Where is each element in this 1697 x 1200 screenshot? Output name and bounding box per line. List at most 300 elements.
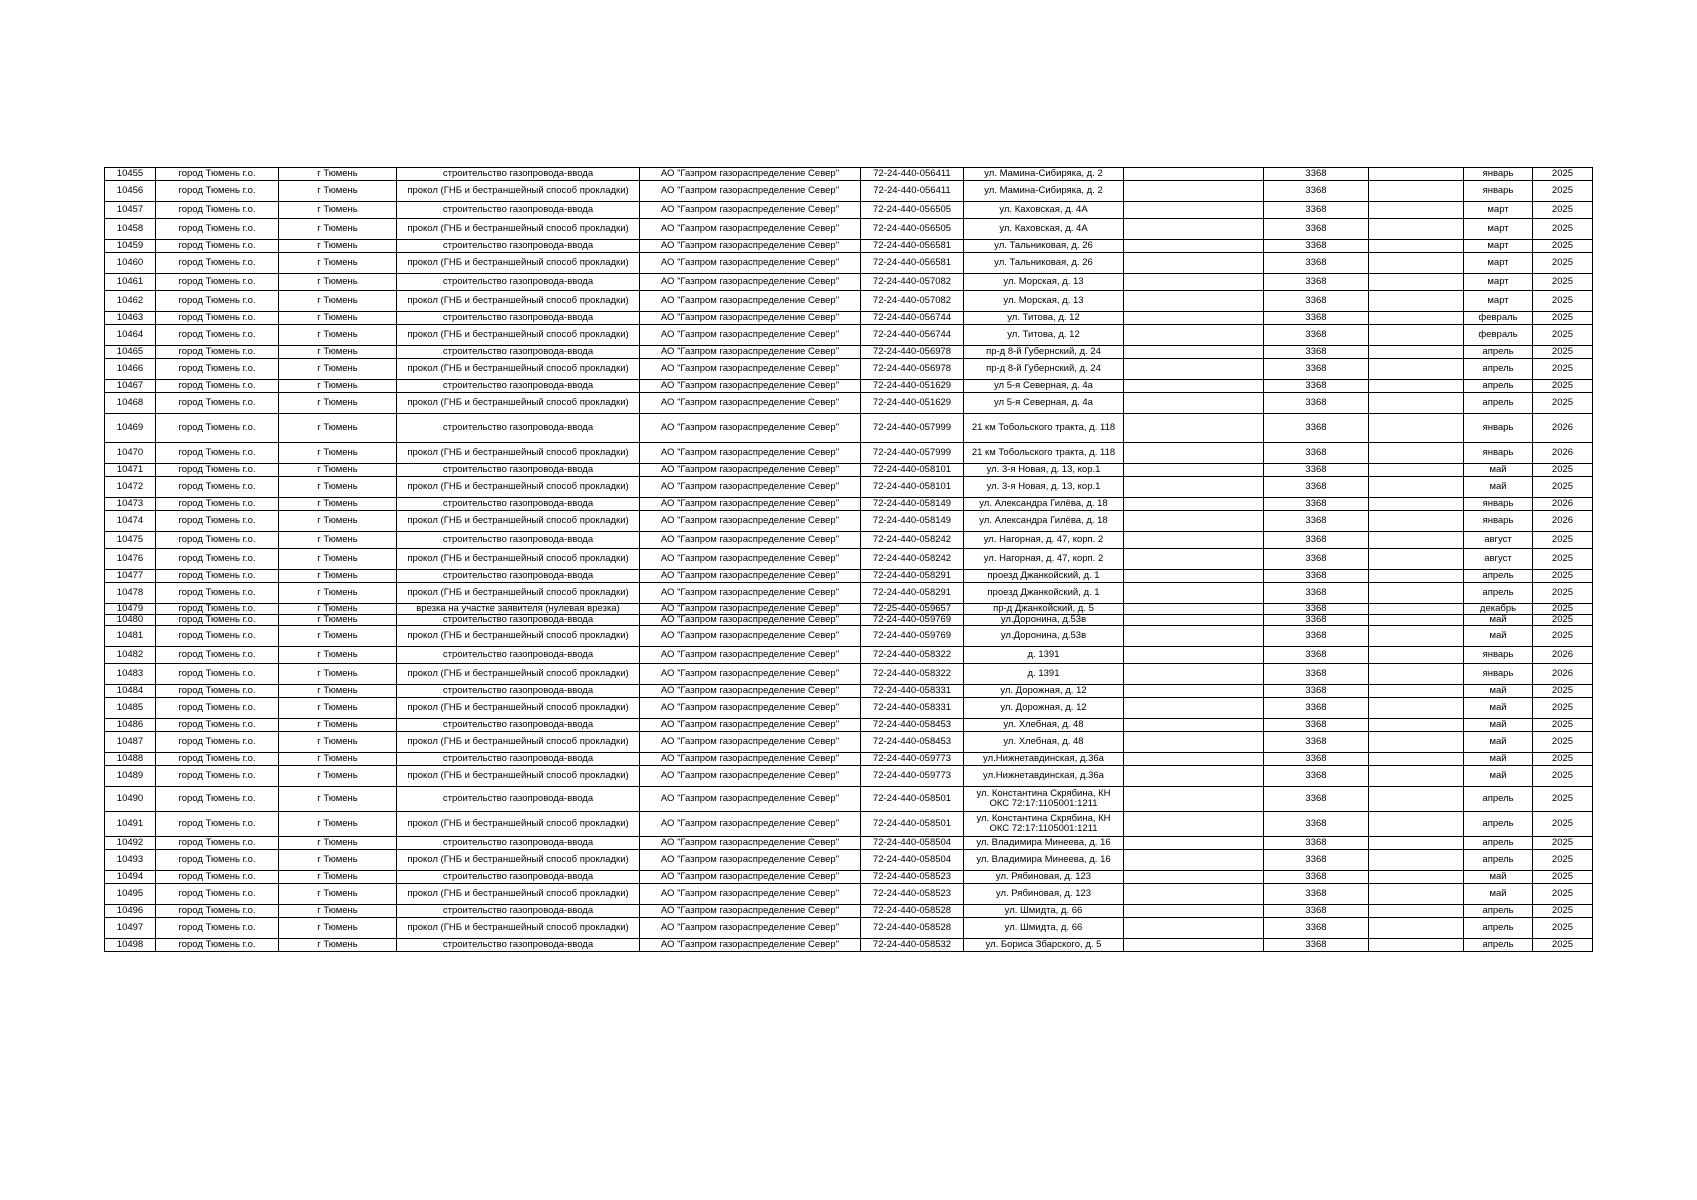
cell-request-number: 72-24-440-058242 bbox=[861, 532, 964, 549]
cell-organization: АО "Газпром газораспределение Север" bbox=[640, 253, 861, 274]
cell-address: ул. Нагорная, д. 47, корп. 2 bbox=[964, 549, 1124, 570]
cell-settlement: г Тюмень bbox=[279, 219, 397, 240]
cell-month: апрель bbox=[1464, 905, 1533, 918]
cell-row-number: 10484 bbox=[105, 685, 156, 698]
cell-organization: АО "Газпром газораспределение Север" bbox=[640, 766, 861, 787]
cell-municipality: город Тюмень г.о. bbox=[156, 202, 279, 219]
cell-address: ул.Нижнетавдинская, д.36а bbox=[964, 753, 1124, 766]
cell-code: 3368 bbox=[1264, 274, 1369, 291]
cell-request-number: 72-24-440-058453 bbox=[861, 732, 964, 753]
cell-year: 2025 bbox=[1533, 837, 1593, 850]
cell-month: январь bbox=[1464, 664, 1533, 685]
cell-work-type: строительство газопровода-ввода bbox=[397, 871, 640, 884]
cell-month: январь bbox=[1464, 443, 1533, 464]
cell-year: 2025 bbox=[1533, 685, 1593, 698]
cell-blank-1 bbox=[1124, 685, 1264, 698]
cell-organization: АО "Газпром газораспределение Север" bbox=[640, 871, 861, 884]
cell-work-type: прокол (ГНБ и бестраншейный способ прокладки) bbox=[397, 583, 640, 604]
cell-month: март bbox=[1464, 274, 1533, 291]
cell-settlement: г Тюмень bbox=[279, 498, 397, 511]
cell-address: ул. Шмидта, д. 66 bbox=[964, 905, 1124, 918]
cell-settlement: г Тюмень bbox=[279, 414, 397, 443]
cell-blank-2 bbox=[1369, 477, 1464, 498]
cell-work-type: строительство газопровода-ввода bbox=[397, 312, 640, 325]
cell-blank-1 bbox=[1124, 884, 1264, 905]
cell-request-number: 72-24-440-058331 bbox=[861, 685, 964, 698]
cell-settlement: г Тюмень bbox=[279, 583, 397, 604]
cell-work-type: строительство газопровода-ввода bbox=[397, 202, 640, 219]
cell-work-type: прокол (ГНБ и бестраншейный способ прокладки) bbox=[397, 511, 640, 532]
cell-code: 3368 bbox=[1264, 202, 1369, 219]
cell-municipality: город Тюмень г.о. bbox=[156, 787, 279, 812]
cell-month: апрель bbox=[1464, 787, 1533, 812]
cell-year: 2025 bbox=[1533, 464, 1593, 477]
cell-municipality: город Тюмень г.о. bbox=[156, 647, 279, 664]
cell-blank-2 bbox=[1369, 812, 1464, 837]
cell-settlement: г Тюмень bbox=[279, 905, 397, 918]
cell-request-number: 72-24-440-058501 bbox=[861, 787, 964, 812]
cell-year: 2025 bbox=[1533, 812, 1593, 837]
cell-blank-1 bbox=[1124, 918, 1264, 939]
cell-year: 2025 bbox=[1533, 787, 1593, 812]
cell-municipality: город Тюмень г.о. bbox=[156, 443, 279, 464]
cell-work-type: прокол (ГНБ и бестраншейный способ прокладки) bbox=[397, 918, 640, 939]
cell-blank-2 bbox=[1369, 498, 1464, 511]
cell-row-number: 10485 bbox=[105, 698, 156, 719]
cell-code: 3368 bbox=[1264, 240, 1369, 253]
cell-address: проезд Джанкойский, д. 1 bbox=[964, 570, 1124, 583]
cell-row-number: 10491 bbox=[105, 812, 156, 837]
cell-month: март bbox=[1464, 291, 1533, 312]
table-row bbox=[105, 615, 1593, 626]
cell-address: ул.Доронина, д.53в bbox=[964, 626, 1124, 647]
cell-request-number: 72-24-440-057999 bbox=[861, 443, 964, 464]
cell-municipality: город Тюмень г.о. bbox=[156, 837, 279, 850]
cell-month: март bbox=[1464, 202, 1533, 219]
cell-work-type: строительство газопровода-ввода bbox=[397, 615, 640, 626]
cell-address: ул. Шмидта, д. 66 bbox=[964, 918, 1124, 939]
cell-blank-2 bbox=[1369, 274, 1464, 291]
cell-row-number: 10496 bbox=[105, 905, 156, 918]
cell-code: 3368 bbox=[1264, 647, 1369, 664]
cell-address: ул. Константина Скрябина, КН ОКС 72:17:1105001:1211 bbox=[964, 812, 1124, 837]
cell-work-type: прокол (ГНБ и бестраншейный способ прокладки) bbox=[397, 477, 640, 498]
cell-row-number: 10492 bbox=[105, 837, 156, 850]
cell-work-type: строительство газопровода-ввода bbox=[397, 168, 640, 181]
cell-organization: АО "Газпром газораспределение Север" bbox=[640, 570, 861, 583]
cell-settlement: г Тюмень bbox=[279, 312, 397, 325]
cell-code: 3368 bbox=[1264, 181, 1369, 202]
cell-municipality: город Тюмень г.о. bbox=[156, 812, 279, 837]
cell-organization: АО "Газпром газораспределение Север" bbox=[640, 291, 861, 312]
cell-row-number: 10478 bbox=[105, 583, 156, 604]
cell-work-type: врезка на участке заявителя (нулевая врезка) bbox=[397, 604, 640, 615]
cell-row-number: 10470 bbox=[105, 443, 156, 464]
cell-work-type: строительство газопровода-ввода bbox=[397, 837, 640, 850]
cell-blank-2 bbox=[1369, 414, 1464, 443]
cell-year: 2025 bbox=[1533, 291, 1593, 312]
cell-year: 2025 bbox=[1533, 871, 1593, 884]
cell-municipality: город Тюмень г.о. bbox=[156, 380, 279, 393]
table-row bbox=[105, 325, 1593, 346]
cell-municipality: город Тюмень г.о. bbox=[156, 604, 279, 615]
cell-month: май bbox=[1464, 766, 1533, 787]
table-row bbox=[105, 274, 1593, 291]
cell-year: 2025 bbox=[1533, 202, 1593, 219]
cell-address: ул. Владимира Минеева, д. 16 bbox=[964, 850, 1124, 871]
cell-code: 3368 bbox=[1264, 766, 1369, 787]
cell-organization: АО "Газпром газораспределение Север" bbox=[640, 685, 861, 698]
cell-request-number: 72-24-440-056505 bbox=[861, 219, 964, 240]
cell-year: 2025 bbox=[1533, 274, 1593, 291]
cell-row-number: 10477 bbox=[105, 570, 156, 583]
cell-address: ул. Каховская, д. 4А bbox=[964, 202, 1124, 219]
cell-organization: АО "Газпром газораспределение Север" bbox=[640, 274, 861, 291]
cell-work-type: прокол (ГНБ и бестраншейный способ прокладки) bbox=[397, 664, 640, 685]
cell-row-number: 10457 bbox=[105, 202, 156, 219]
cell-request-number: 72-24-440-058504 bbox=[861, 837, 964, 850]
cell-blank-2 bbox=[1369, 511, 1464, 532]
cell-blank-2 bbox=[1369, 549, 1464, 570]
cell-blank-2 bbox=[1369, 871, 1464, 884]
cell-month: декабрь bbox=[1464, 604, 1533, 615]
cell-blank-2 bbox=[1369, 939, 1464, 952]
table-row bbox=[105, 570, 1593, 583]
cell-row-number: 10458 bbox=[105, 219, 156, 240]
cell-settlement: г Тюмень bbox=[279, 918, 397, 939]
cell-request-number: 72-24-440-056744 bbox=[861, 312, 964, 325]
cell-request-number: 72-24-440-058504 bbox=[861, 850, 964, 871]
cell-code: 3368 bbox=[1264, 753, 1369, 766]
cell-work-type: строительство газопровода-ввода bbox=[397, 685, 640, 698]
cell-work-type: строительство газопровода-ввода bbox=[397, 380, 640, 393]
cell-settlement: г Тюмень bbox=[279, 549, 397, 570]
table-row bbox=[105, 443, 1593, 464]
cell-request-number: 72-24-440-058532 bbox=[861, 939, 964, 952]
cell-code: 3368 bbox=[1264, 604, 1369, 615]
cell-settlement: г Тюмень bbox=[279, 532, 397, 549]
cell-code: 3368 bbox=[1264, 939, 1369, 952]
cell-year: 2025 bbox=[1533, 477, 1593, 498]
cell-blank-1 bbox=[1124, 604, 1264, 615]
cell-code: 3368 bbox=[1264, 698, 1369, 719]
cell-code: 3368 bbox=[1264, 380, 1369, 393]
cell-address: ул. Константина Скрябина, КН ОКС 72:17:1105001:1211 bbox=[964, 787, 1124, 812]
cell-address: пр-д Джанкойский, д. 5 bbox=[964, 604, 1124, 615]
cell-year: 2025 bbox=[1533, 753, 1593, 766]
cell-settlement: г Тюмень bbox=[279, 359, 397, 380]
cell-organization: АО "Газпром газораспределение Север" bbox=[640, 346, 861, 359]
cell-blank-2 bbox=[1369, 787, 1464, 812]
cell-organization: АО "Газпром газораспределение Север" bbox=[640, 477, 861, 498]
cell-blank-1 bbox=[1124, 511, 1264, 532]
cell-blank-1 bbox=[1124, 181, 1264, 202]
cell-organization: АО "Газпром газораспределение Север" bbox=[640, 753, 861, 766]
cell-blank-1 bbox=[1124, 325, 1264, 346]
cell-work-type: прокол (ГНБ и бестраншейный способ прокладки) bbox=[397, 325, 640, 346]
cell-organization: АО "Газпром газораспределение Север" bbox=[640, 464, 861, 477]
cell-blank-1 bbox=[1124, 359, 1264, 380]
cell-year: 2025 bbox=[1533, 359, 1593, 380]
cell-month: март bbox=[1464, 240, 1533, 253]
cell-row-number: 10489 bbox=[105, 766, 156, 787]
cell-settlement: г Тюмень bbox=[279, 604, 397, 615]
cell-address: ул. Морская, д. 13 bbox=[964, 291, 1124, 312]
cell-code: 3368 bbox=[1264, 732, 1369, 753]
cell-blank-2 bbox=[1369, 325, 1464, 346]
cell-blank-2 bbox=[1369, 719, 1464, 732]
cell-address: ул.Доронина, д.53в bbox=[964, 615, 1124, 626]
cell-organization: АО "Газпром газораспределение Север" bbox=[640, 181, 861, 202]
cell-address: ул. Титова, д. 12 bbox=[964, 312, 1124, 325]
cell-work-type: строительство газопровода-ввода bbox=[397, 570, 640, 583]
cell-organization: АО "Газпром газораспределение Север" bbox=[640, 498, 861, 511]
table-row bbox=[105, 837, 1593, 850]
cell-settlement: г Тюмень bbox=[279, 884, 397, 905]
table-row bbox=[105, 647, 1593, 664]
cell-work-type: строительство газопровода-ввода bbox=[397, 414, 640, 443]
cell-code: 3368 bbox=[1264, 837, 1369, 850]
cell-organization: АО "Газпром газораспределение Север" bbox=[640, 850, 861, 871]
cell-code: 3368 bbox=[1264, 615, 1369, 626]
cell-row-number: 10455 bbox=[105, 168, 156, 181]
cell-code: 3368 bbox=[1264, 464, 1369, 477]
cell-settlement: г Тюмень bbox=[279, 240, 397, 253]
cell-blank-2 bbox=[1369, 464, 1464, 477]
table-row bbox=[105, 753, 1593, 766]
cell-row-number: 10467 bbox=[105, 380, 156, 393]
cell-code: 3368 bbox=[1264, 871, 1369, 884]
cell-code: 3368 bbox=[1264, 443, 1369, 464]
cell-month: август bbox=[1464, 532, 1533, 549]
cell-year: 2025 bbox=[1533, 532, 1593, 549]
cell-work-type: строительство газопровода-ввода bbox=[397, 753, 640, 766]
table-row bbox=[105, 918, 1593, 939]
table-row bbox=[105, 253, 1593, 274]
cell-settlement: г Тюмень bbox=[279, 168, 397, 181]
cell-year: 2025 bbox=[1533, 253, 1593, 274]
cell-code: 3368 bbox=[1264, 570, 1369, 583]
cell-row-number: 10490 bbox=[105, 787, 156, 812]
cell-address: ул. Мамина-Сибиряка, д. 2 bbox=[964, 181, 1124, 202]
cell-row-number: 10461 bbox=[105, 274, 156, 291]
cell-request-number: 72-24-440-058291 bbox=[861, 583, 964, 604]
cell-code: 3368 bbox=[1264, 346, 1369, 359]
cell-code: 3368 bbox=[1264, 253, 1369, 274]
cell-month: апрель bbox=[1464, 918, 1533, 939]
cell-year: 2026 bbox=[1533, 443, 1593, 464]
table-row bbox=[105, 698, 1593, 719]
cell-code: 3368 bbox=[1264, 583, 1369, 604]
cell-work-type: прокол (ГНБ и бестраншейный способ прокладки) bbox=[397, 549, 640, 570]
cell-municipality: город Тюмень г.о. bbox=[156, 766, 279, 787]
cell-blank-2 bbox=[1369, 850, 1464, 871]
cell-row-number: 10466 bbox=[105, 359, 156, 380]
cell-row-number: 10462 bbox=[105, 291, 156, 312]
cell-request-number: 72-24-440-058242 bbox=[861, 549, 964, 570]
cell-organization: АО "Газпром газораспределение Север" bbox=[640, 787, 861, 812]
table-row bbox=[105, 346, 1593, 359]
cell-year: 2025 bbox=[1533, 766, 1593, 787]
cell-row-number: 10497 bbox=[105, 918, 156, 939]
cell-blank-1 bbox=[1124, 202, 1264, 219]
cell-blank-1 bbox=[1124, 787, 1264, 812]
cell-organization: АО "Газпром газораспределение Север" bbox=[640, 583, 861, 604]
cell-work-type: прокол (ГНБ и бестраншейный способ прокладки) bbox=[397, 812, 640, 837]
cell-blank-2 bbox=[1369, 626, 1464, 647]
cell-request-number: 72-24-440-056978 bbox=[861, 359, 964, 380]
cell-month: февраль bbox=[1464, 312, 1533, 325]
cell-year: 2026 bbox=[1533, 498, 1593, 511]
cell-blank-2 bbox=[1369, 615, 1464, 626]
cell-organization: АО "Газпром газораспределение Север" bbox=[640, 719, 861, 732]
table-row bbox=[105, 181, 1593, 202]
cell-year: 2025 bbox=[1533, 219, 1593, 240]
cell-address: пр-д 8-й Губернский, д. 24 bbox=[964, 346, 1124, 359]
cell-municipality: город Тюмень г.о. bbox=[156, 168, 279, 181]
cell-blank-1 bbox=[1124, 766, 1264, 787]
cell-row-number: 10473 bbox=[105, 498, 156, 511]
cell-blank-1 bbox=[1124, 312, 1264, 325]
cell-code: 3368 bbox=[1264, 511, 1369, 532]
cell-settlement: г Тюмень bbox=[279, 647, 397, 664]
cell-address: д. 1391 bbox=[964, 664, 1124, 685]
cell-code: 3368 bbox=[1264, 414, 1369, 443]
cell-municipality: город Тюмень г.о. bbox=[156, 359, 279, 380]
cell-blank-1 bbox=[1124, 939, 1264, 952]
cell-row-number: 10471 bbox=[105, 464, 156, 477]
cell-settlement: г Тюмень bbox=[279, 626, 397, 647]
cell-blank-2 bbox=[1369, 583, 1464, 604]
cell-blank-2 bbox=[1369, 685, 1464, 698]
cell-blank-2 bbox=[1369, 884, 1464, 905]
cell-blank-1 bbox=[1124, 464, 1264, 477]
cell-work-type: прокол (ГНБ и бестраншейный способ прокладки) bbox=[397, 291, 640, 312]
cell-blank-1 bbox=[1124, 583, 1264, 604]
cell-blank-1 bbox=[1124, 253, 1264, 274]
cell-organization: АО "Газпром газораспределение Север" bbox=[640, 325, 861, 346]
cell-month: май bbox=[1464, 719, 1533, 732]
cell-organization: АО "Газпром газораспределение Север" bbox=[640, 312, 861, 325]
cell-blank-2 bbox=[1369, 905, 1464, 918]
cell-municipality: город Тюмень г.о. bbox=[156, 477, 279, 498]
cell-municipality: город Тюмень г.о. bbox=[156, 905, 279, 918]
cell-settlement: г Тюмень bbox=[279, 664, 397, 685]
cell-municipality: город Тюмень г.о. bbox=[156, 414, 279, 443]
cell-month: апрель bbox=[1464, 939, 1533, 952]
cell-blank-1 bbox=[1124, 414, 1264, 443]
cell-row-number: 10468 bbox=[105, 393, 156, 414]
cell-blank-1 bbox=[1124, 732, 1264, 753]
table-row bbox=[105, 583, 1593, 604]
cell-request-number: 72-24-440-059769 bbox=[861, 615, 964, 626]
cell-settlement: г Тюмень bbox=[279, 346, 397, 359]
cell-year: 2025 bbox=[1533, 604, 1593, 615]
cell-address: ул. Морская, д. 13 bbox=[964, 274, 1124, 291]
cell-settlement: г Тюмень bbox=[279, 837, 397, 850]
table-row bbox=[105, 477, 1593, 498]
cell-year: 2025 bbox=[1533, 918, 1593, 939]
cell-code: 3368 bbox=[1264, 498, 1369, 511]
cell-work-type: строительство газопровода-ввода bbox=[397, 464, 640, 477]
cell-year: 2025 bbox=[1533, 346, 1593, 359]
cell-request-number: 72-24-440-056581 bbox=[861, 253, 964, 274]
cell-address: ул. Рябиновая, д. 123 bbox=[964, 884, 1124, 905]
cell-settlement: г Тюмень bbox=[279, 871, 397, 884]
cell-blank-2 bbox=[1369, 219, 1464, 240]
cell-code: 3368 bbox=[1264, 787, 1369, 812]
cell-row-number: 10472 bbox=[105, 477, 156, 498]
cell-year: 2026 bbox=[1533, 664, 1593, 685]
cell-work-type: прокол (ГНБ и бестраншейный способ прокладки) bbox=[397, 219, 640, 240]
cell-organization: АО "Газпром газораспределение Север" bbox=[640, 812, 861, 837]
cell-month: январь bbox=[1464, 414, 1533, 443]
cell-work-type: прокол (ГНБ и бестраншейный способ прокладки) bbox=[397, 766, 640, 787]
cell-settlement: г Тюмень bbox=[279, 812, 397, 837]
cell-address: проезд Джанкойский, д. 1 bbox=[964, 583, 1124, 604]
cell-year: 2025 bbox=[1533, 732, 1593, 753]
cell-settlement: г Тюмень bbox=[279, 393, 397, 414]
cell-settlement: г Тюмень bbox=[279, 511, 397, 532]
cell-blank-2 bbox=[1369, 732, 1464, 753]
cell-year: 2025 bbox=[1533, 380, 1593, 393]
cell-year: 2025 bbox=[1533, 325, 1593, 346]
cell-year: 2025 bbox=[1533, 549, 1593, 570]
cell-work-type: прокол (ГНБ и бестраншейный способ прокладки) bbox=[397, 181, 640, 202]
cell-address: ул. Владимира Минеева, д. 16 bbox=[964, 837, 1124, 850]
table-row bbox=[105, 464, 1593, 477]
cell-request-number: 72-24-440-056411 bbox=[861, 181, 964, 202]
cell-blank-1 bbox=[1124, 549, 1264, 570]
cell-month: апрель bbox=[1464, 393, 1533, 414]
cell-work-type: прокол (ГНБ и бестраншейный способ прокладки) bbox=[397, 253, 640, 274]
cell-code: 3368 bbox=[1264, 359, 1369, 380]
cell-blank-2 bbox=[1369, 240, 1464, 253]
cell-address: ул. Тальниковая, д. 26 bbox=[964, 240, 1124, 253]
cell-request-number: 72-24-440-058322 bbox=[861, 664, 964, 685]
cell-code: 3368 bbox=[1264, 312, 1369, 325]
cell-settlement: г Тюмень bbox=[279, 766, 397, 787]
cell-request-number: 72-24-440-058291 bbox=[861, 570, 964, 583]
cell-month: март bbox=[1464, 253, 1533, 274]
cell-blank-2 bbox=[1369, 664, 1464, 685]
cell-code: 3368 bbox=[1264, 812, 1369, 837]
cell-month: май bbox=[1464, 477, 1533, 498]
cell-blank-2 bbox=[1369, 443, 1464, 464]
table-row bbox=[105, 626, 1593, 647]
cell-year: 2025 bbox=[1533, 626, 1593, 647]
cell-blank-1 bbox=[1124, 664, 1264, 685]
table-row bbox=[105, 240, 1593, 253]
cell-row-number: 10488 bbox=[105, 753, 156, 766]
table-body bbox=[105, 168, 1593, 952]
cell-blank-2 bbox=[1369, 253, 1464, 274]
cell-organization: АО "Газпром газораспределение Север" bbox=[640, 393, 861, 414]
cell-address: ул. Хлебная, д. 48 bbox=[964, 719, 1124, 732]
cell-settlement: г Тюмень bbox=[279, 181, 397, 202]
cell-code: 3368 bbox=[1264, 719, 1369, 732]
cell-row-number: 10456 bbox=[105, 181, 156, 202]
cell-row-number: 10476 bbox=[105, 549, 156, 570]
cell-municipality: город Тюмень г.о. bbox=[156, 498, 279, 511]
cell-month: январь bbox=[1464, 181, 1533, 202]
table-row bbox=[105, 291, 1593, 312]
cell-row-number: 10486 bbox=[105, 719, 156, 732]
cell-code: 3368 bbox=[1264, 918, 1369, 939]
cell-blank-1 bbox=[1124, 615, 1264, 626]
cell-work-type: прокол (ГНБ и бестраншейный способ прокладки) bbox=[397, 393, 640, 414]
cell-work-type: строительство газопровода-ввода bbox=[397, 939, 640, 952]
